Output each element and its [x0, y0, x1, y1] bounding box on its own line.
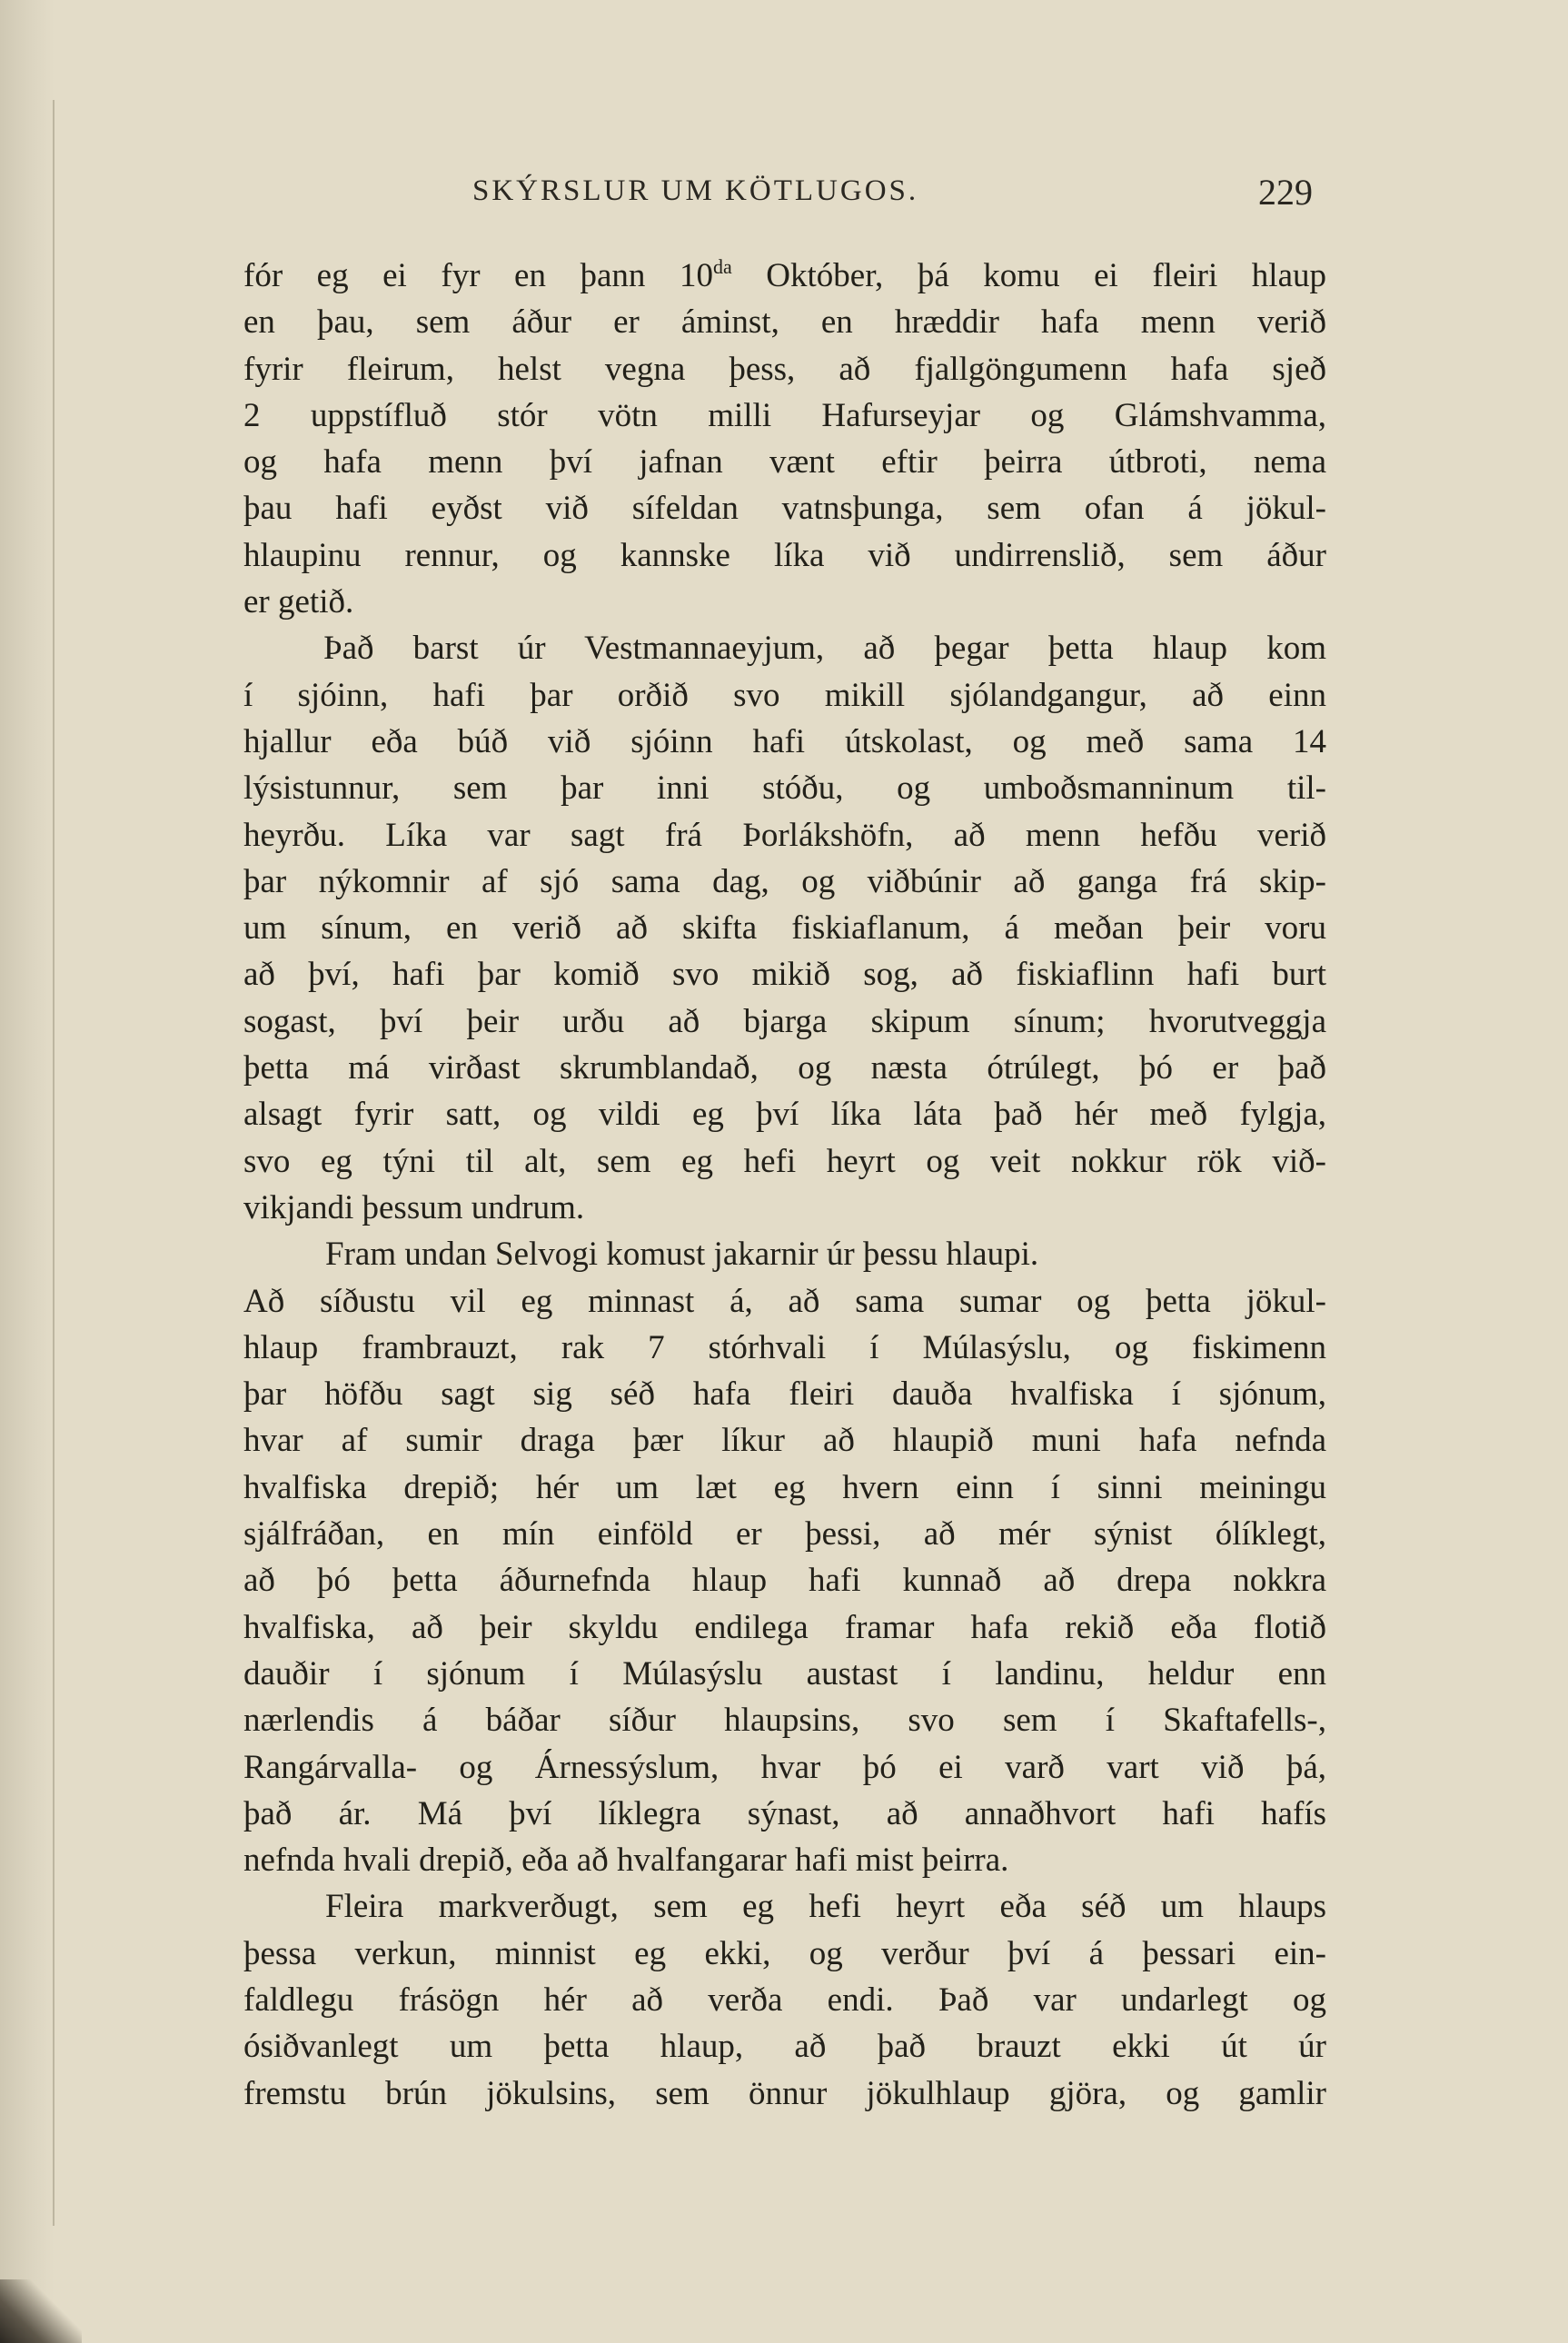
text-line: nærlendis á báðar síður hlaupsins, svo sem í Skaftafells-,: [243, 1702, 1326, 1740]
text-line: það ár. Má því líklegra sýnast, að annaðhvort hafi hafís: [243, 1794, 1326, 1832]
text-line: fór eg ei fyr en þann $10^{da}$ Október, þá komu ei fleiri hlaup: [243, 255, 1326, 294]
text-line: nefnda hvali drepið, eða að hvalfangarar hafi mist þeirra.: [243, 1842, 1009, 1880]
paragraph-start: Það barst úr Vestmannaeyjum, að þegar þetta hlaup kom: [323, 630, 1326, 668]
text-line: faldlegu frásögn hér að verða endi. Það var undarlegt og: [243, 1981, 1326, 2019]
running-header: [472, 174, 1313, 220]
text-line: í sjóinn, hafi þar orðið svo mikill sjólandgangur, að einn: [243, 676, 1326, 714]
text-line: Að síðustu vil eg minnast á, að sama sumar og þetta jökul-: [243, 1282, 1326, 1320]
text-line: 2 uppstífluð stór vötn milli Hafurseyjar og Glámshvamma,: [243, 396, 1326, 434]
text-line: Rangárvalla- og Árnessýslum, hvar þó ei varð vart við þá,: [243, 1748, 1326, 1786]
paragraph-start: Fleira markverðugt, sem eg hefi heyrt eða séð um hlaups: [325, 1888, 1326, 1926]
text-line: og hafa menn því jafnan vænt eftir þeirra útbroti, nema: [243, 443, 1326, 482]
superscript-da: da: [712, 255, 732, 278]
text-line: alsagt fyrir satt, og vildi eg því líka láta það hér með fylgja,: [243, 1096, 1326, 1134]
text-line: þetta má virðast skrumblandað, og næsta ótrúlegt, þó er það: [243, 1049, 1326, 1087]
text-line: hvalfiska, að þeir skyldu endilega framar hafa rekið eða flotið: [243, 1608, 1326, 1646]
text-line: þessa verkun, minnist eg ekki, og verður því á þessari ein-: [243, 1934, 1326, 1972]
text-line: sjálfráðan, en mín einföld er þessi, að mér sýnist ólíklegt,: [243, 1515, 1326, 1554]
text-line: að því, hafi þar komið svo mikið sog, að fiskiaflinn hafi burt: [243, 956, 1326, 994]
page-number: 229: [1258, 172, 1313, 213]
text-line: vikjandi þessum undrum.: [243, 1188, 585, 1226]
text-line: dauðir í sjónum í Múlasýslu austast í landinu, heldur enn: [243, 1654, 1326, 1693]
text-line: lýsistunnur, sem þar inni stóðu, og umboðsmanninum til-: [243, 769, 1326, 808]
text-line: svo eg týni til alt, sem eg hefi heyrt og veit nokkur rök við-: [243, 1142, 1326, 1180]
text-line: hvalfiska drepið; hér um læt eg hvern einn í sinni meiningu: [243, 1468, 1326, 1506]
body-text: [243, 253, 1326, 2117]
text-line: hvar af sumir draga þær líkur að hlaupið muni hafa nefnda: [243, 1422, 1326, 1460]
text-line: hlaup frambrauzt, rak 7 stórhvali í Múlasýslu, og fiskimenn: [243, 1328, 1326, 1366]
text-line: hlaupinu rennur, og kannske líka við undirrenslið, sem áður: [243, 536, 1326, 574]
text-line: sogast, því þeir urðu að bjarga skipum sínum; hvorutveggja: [243, 1002, 1326, 1040]
text-line: fyrir fleirum, helst vegna þess, að fjallgöngumenn hafa sjeð: [243, 350, 1326, 388]
page-gutter-shadow: [0, 0, 55, 2343]
running-header-title: SKÝRSLUR UM KÖTLUGOS.: [472, 174, 919, 207]
text-line: ósiðvanlegt um þetta hlaup, að það brauzt ekki út úr: [243, 2028, 1326, 2066]
text-line: fremstu brún jökulsins, sem önnur jökulhlaup gjöra, og gamlir: [243, 2074, 1326, 2112]
text-line: heyrðu. Líka var sagt frá Þorlákshöfn, að menn hefðu verið: [243, 816, 1326, 854]
text-line: er getið.: [243, 583, 354, 621]
text-line: þar höfðu sagt sig séð hafa fleiri dauða hvalfiska í sjónum,: [243, 1375, 1326, 1414]
text-line: um sínum, en verið að skifta fiskiaflanum, á meðan þeir voru: [243, 909, 1326, 948]
page-gutter-line: [53, 100, 55, 2226]
text-line: að þó þetta áðurnefnda hlaup hafi kunnað að drepa nokkra: [243, 1562, 1326, 1600]
paragraph-start: Fram undan Selvogi komust jakarnir úr þessu hlaupi.: [325, 1236, 1039, 1274]
text-line: þar nýkomnir af sjó sama dag, og viðbúnir að ganga frá skip-: [243, 862, 1326, 900]
text-line: hjallur eða búð við sjóinn hafi útskolast, og með sama 14: [243, 722, 1326, 760]
text-line: þau hafi eyðst við sífeldan vatnsþunga, sem ofan á jökul-: [243, 490, 1326, 528]
text-line: en þau, sem áður er áminst, en hræddir hafa menn verið: [243, 303, 1326, 342]
scan-corner-shadow: [0, 2279, 82, 2343]
